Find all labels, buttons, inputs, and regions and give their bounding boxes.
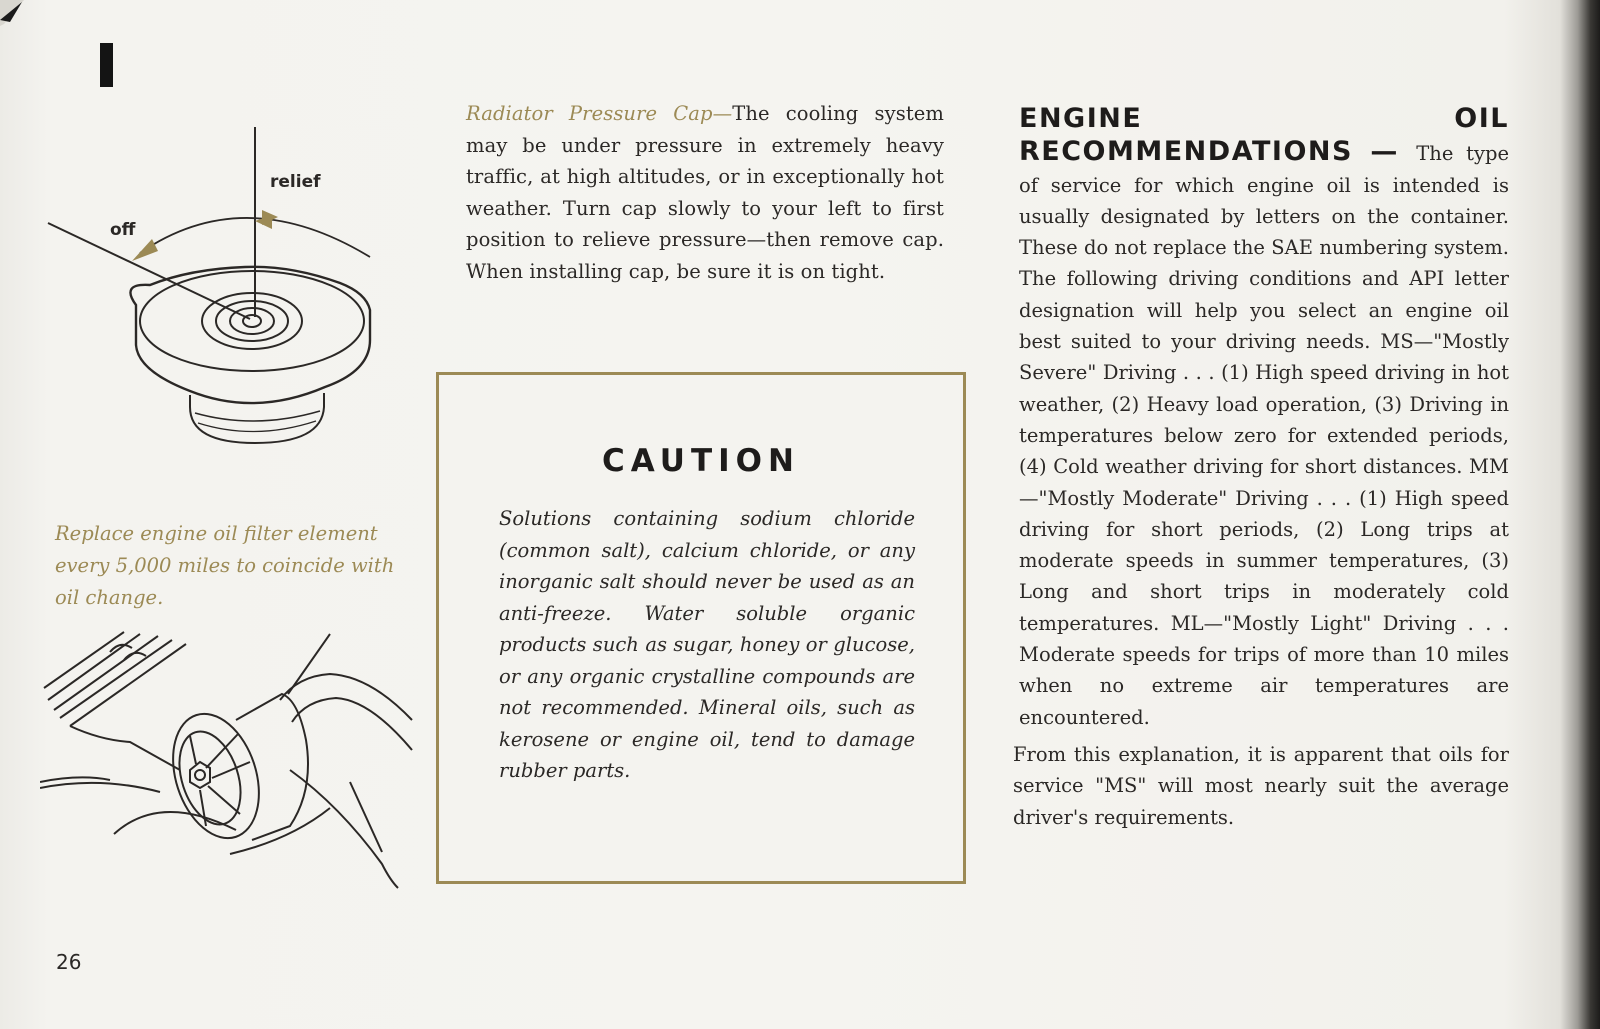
engine-oil-body-1: The type of service for which engine oil is intended is usually designated by letters on the container. These do not replace the SAE numbering system. The following driving conditions and API letter designation will help you select an engine oil best suited to your driving needs. MS—"Mostly Severe" Driving . . . (1) High speed driving in hot weather, (2) Heavy load operation, (3) Driving in temperatures below zero for extended periods, (4) Cold weather driving for short distances. MM—"Mostly Moderate" Driving . . . (1) High speed driving for short periods, (2) Long trips at moderate speeds in summer temperatures, (3) Long and short trips in moderately cold temperatures. ML—"Mostly Light" Driving . . . Moderate speeds for trips of more than 10 miles when no extreme air temperatures are encountered.: [1019, 142, 1509, 729]
engine-oil-paragraph-1: [1019, 103, 1509, 733]
page-corner-fold: [0, 0, 28, 30]
relief-label: relief: [270, 172, 321, 192]
radiator-heading: Radiator Pressure Cap: [466, 102, 713, 125]
caution-body: Solutions containing sodium chloride (common salt), calcium chloride, or any inorganic salt should never be used as an anti-freeze. Water soluble organic products such as sugar, honey or glucose, or any organic crystalline compounds are not recommended. Mineral oils, such as kerosene or engine oil, tend to damage rubber parts.: [499, 507, 915, 782]
radiator-dash: —: [712, 102, 733, 125]
section-marker: [100, 43, 113, 87]
caution-box: [436, 372, 966, 884]
caution-title: CAUTION: [602, 443, 800, 479]
off-label: off: [110, 220, 136, 240]
page-number: 26: [56, 950, 82, 974]
radiator-body: The cooling system may be under pressure in extremely heavy traffic, at high altitudes, or in exceptionally hot weather. Turn cap slowly to your left to first position to relieve pressure—then remove cap. When installing cap, be sure it is on tight.: [466, 102, 944, 283]
oil-filter-caption: Replace engine oil filter element every 5,000 miles to coincide with oil change.: [55, 522, 395, 609]
radiator-pressure-cap-paragraph: [466, 98, 944, 288]
engine-oil-dash: —: [1352, 136, 1417, 168]
engine-oil-heading: ENGINE OIL RECOMMENDATIONS: [1019, 103, 1509, 168]
engine-oil-paragraph-2: From this explanation, it is apparent that oils for service "MS" will most nearly suit the average driver's requirements.: [1013, 742, 1509, 829]
engine-oil-recommendations: [1013, 103, 1509, 833]
oil-filter-illustration: [40, 630, 425, 902]
radiator-cap-illustration: [40, 125, 390, 460]
